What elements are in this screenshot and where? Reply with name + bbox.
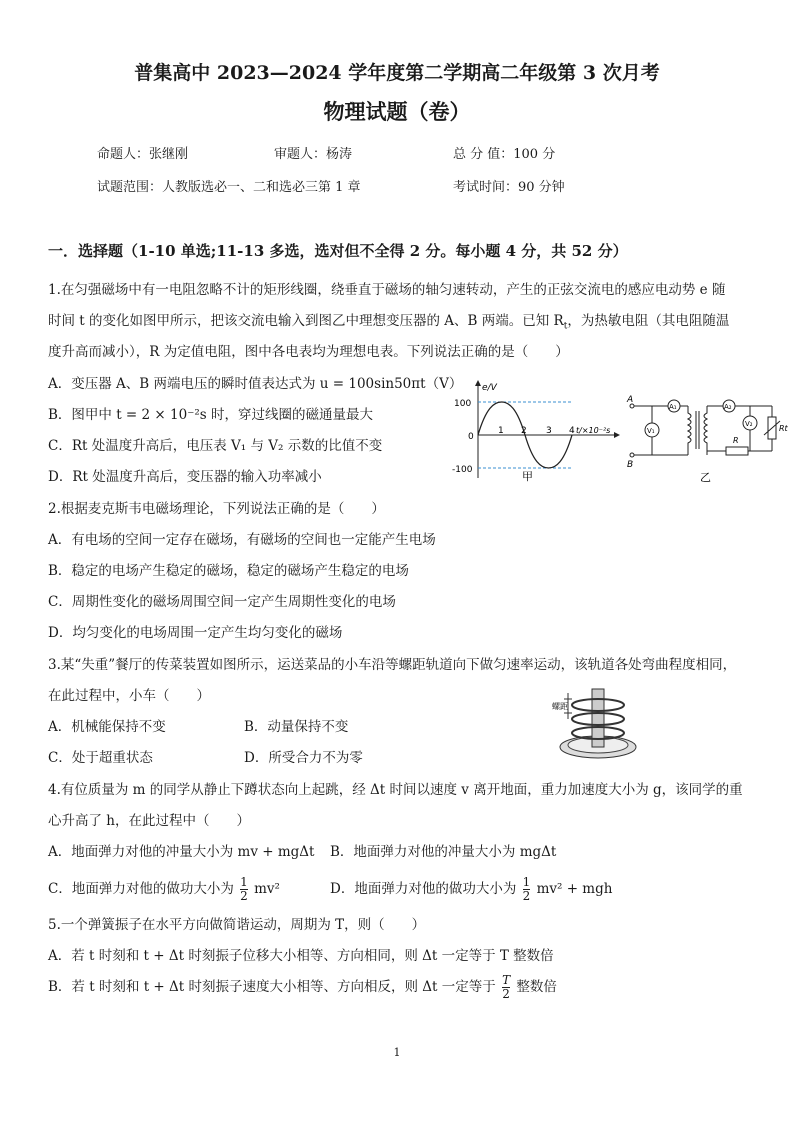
q4-line2: 心升高了 h，在此过程中（ ） <box>48 813 250 829</box>
meter-a1: A₁ <box>669 403 677 411</box>
q3-option-b: B．动量保持不变 <box>244 719 349 735</box>
q5-stem: 5.一个弹簧振子在水平方向做简谐运动，周期为 T，则（ ） <box>48 917 426 933</box>
q5-option-b: B．若 t 时刻和 t + Δt 时刻振子速度大小相等、方向相反，则 Δt 一定等于 $\frac{T}{2}$ 整数倍 <box>48 973 557 1001</box>
resistor-rt: Rt <box>779 424 788 433</box>
q1-option-d: D．Rt 处温度升高后，变压器的输入功率减小 <box>48 469 322 485</box>
pitch-label: 螺距 <box>552 702 568 711</box>
q4-option-c: C．地面弹力对他的做功大小为 $\frac{1}{2}$ mv² <box>48 875 280 903</box>
q1-line2: 时间 t 的变化如图甲所示，把该交流电输入到图乙中理想变压器的 A、B 两端。已知 $R_t$，为热敏电阻（其电阻随温 <box>48 313 730 332</box>
meter-v2: V₂ <box>745 420 753 428</box>
reviewer: 审题人：杨涛 <box>274 147 353 162</box>
exam-time: 考试时间：90 分钟 <box>453 180 565 195</box>
resistor-r: R <box>733 436 739 445</box>
q5-option-a: A．若 t 时刻和 t + Δt 时刻振子位移大小相等、方向相同，则 Δt 一定等于 T 整数倍 <box>48 948 554 964</box>
q3-line2: 在此过程中，小车（ ） <box>48 688 210 704</box>
page-number: 1 <box>393 1046 401 1059</box>
figure-sine-wave <box>452 378 622 483</box>
q3-option-c: C．处于超重状态 <box>48 750 153 766</box>
q3-line1: 3.某“失重”餐厅的传菜装置如图所示，运送菜品的小车沿等螺距轨道向下做匀速率运动，该轨道各处弯曲程度相同， <box>48 657 737 673</box>
q1-option-a: A．变压器 A、B 两端电压的瞬时值表达式为 u = 100sin50πt（V） <box>48 376 463 392</box>
fig1-tick-1: 1 <box>498 426 504 436</box>
q1-line3: 度升高而减小），R 为定值电阻，图中各电表均为理想电表。下列说法正确的是（ ） <box>48 344 569 360</box>
fig1-caption: 甲 <box>522 470 533 483</box>
meter-a2: A₂ <box>724 403 732 411</box>
q4-option-b: B．地面弹力对他的冲量大小为 mgΔt <box>330 844 557 860</box>
section-title: 一．选择题（1-10 单选;11-13 多选，选对但不全得 2 分。每小题 4 分，共 52 分） <box>48 242 628 260</box>
fraction-t-over-2: $\frac{T}{2}$ <box>502 973 511 1001</box>
q2-option-a: A．有电场的空间一定存在磁场，有磁场的空间也一定能产生电场 <box>48 532 436 548</box>
fig1-ybottom: -100 <box>452 465 473 475</box>
q1-option-b: B．图甲中 t = 2 × 10⁻²s 时，穿过线圈的磁通量最大 <box>48 407 373 423</box>
q1-option-c: C．Rt 处温度升高后，电压表 V₁ 与 V₂ 示数的比值不变 <box>48 438 383 454</box>
q3-option-a: A．机械能保持不变 <box>48 719 166 735</box>
q2-stem: 2.根据麦克斯韦电磁场理论，下列说法正确的是（ ） <box>48 501 385 517</box>
q2-option-d: D．均匀变化的电场周围一定产生均匀变化的磁场 <box>48 625 343 641</box>
figure-spiral-track <box>550 683 642 765</box>
total-score: 总 分 值：100 分 <box>453 147 556 162</box>
fraction-half: $\frac{1}{2}$ <box>522 875 531 903</box>
terminal-b: B <box>627 460 634 470</box>
terminal-a: A <box>627 395 634 405</box>
fig1-ylabel: e/V <box>482 383 497 393</box>
meter-v1: V₁ <box>647 427 655 435</box>
q4-option-d: D．地面弹力对他的做功大小为 $\frac{1}{2}$ mv² + mgh <box>330 875 613 903</box>
q2-option-b: B．稳定的电场产生稳定的磁场，稳定的磁场产生稳定的电场 <box>48 563 409 579</box>
fig1-origin: 0 <box>468 432 474 442</box>
author: 命题人：张继刚 <box>97 147 189 162</box>
q1-line1: 1.在匀强磁场中有一电阻忽略不计的矩形线圈，绕垂直于磁场的轴匀速转动，产生的正弦交流电的感应电动势 e 随 <box>48 282 726 298</box>
q3-option-d: D．所受合力不为零 <box>244 750 363 766</box>
fig1-tick-4: 4 <box>569 426 575 436</box>
fig1-xlabel: t/×10⁻²s <box>576 426 611 435</box>
fraction-half: $\frac{1}{2}$ <box>240 875 248 903</box>
fig1-ytop: 100 <box>454 399 472 409</box>
exam-scope: 试题范围：人教版选必一、二和选必三第 1 章 <box>97 180 361 195</box>
exam-subtitle: 物理试题（卷） <box>323 99 471 124</box>
fig1-tick-2: 2 <box>521 426 527 436</box>
q2-option-c: C．周期性变化的磁场周围空间一定产生周期性变化的电场 <box>48 594 396 610</box>
exam-title: 普集高中 2023—2024 学年度第二学期高二年级第 3 次月考 <box>134 62 660 84</box>
fig1-tick-3: 3 <box>546 426 552 436</box>
fig2-caption: 乙 <box>700 471 711 483</box>
figure-transformer-circuit <box>622 393 792 483</box>
q4-option-a: A．地面弹力对他的冲量大小为 mv + mgΔt <box>48 844 315 860</box>
q4-line1: 4.有位质量为 m 的同学从静止下蹲状态向上起跳，经 Δt 时间以速度 v 离开地面，重力加速度大小为 g，该同学的重 <box>48 782 743 798</box>
